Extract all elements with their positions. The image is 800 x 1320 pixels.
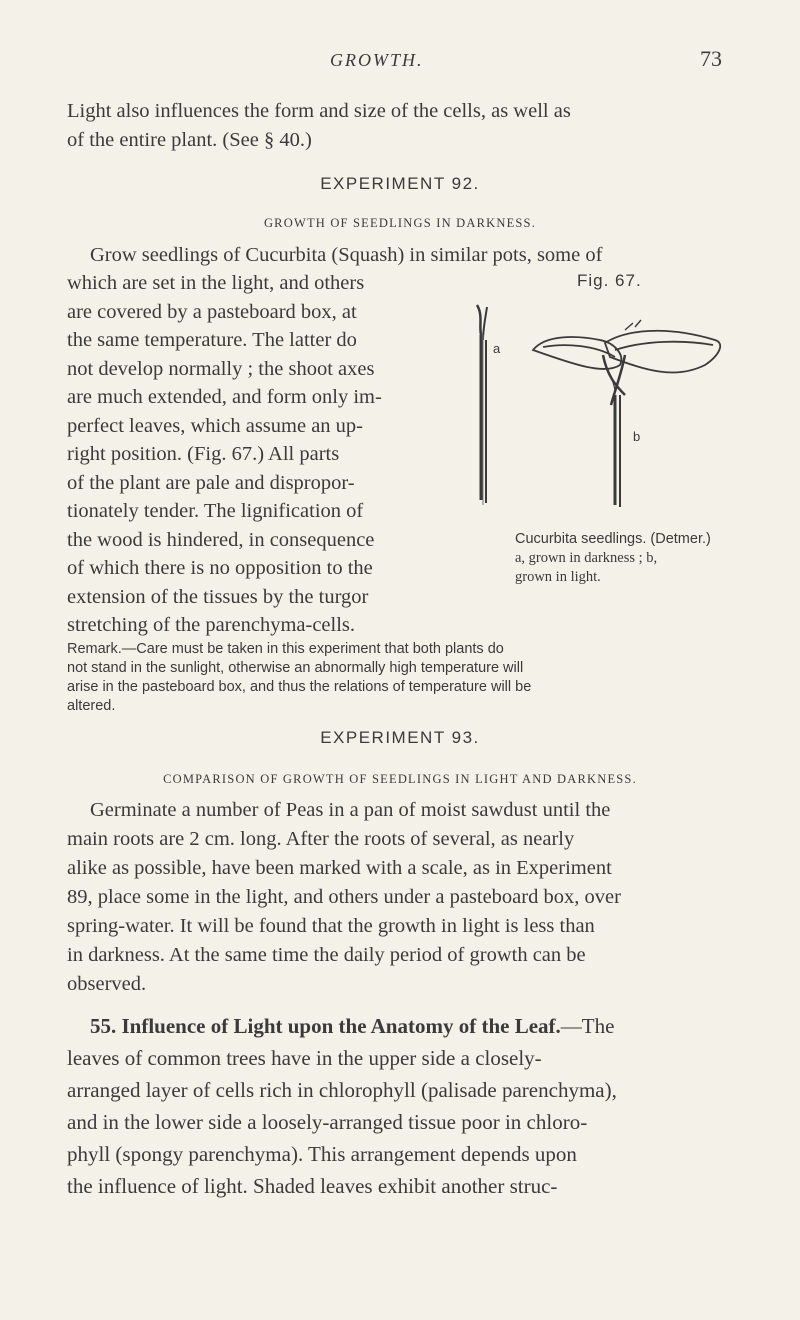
intro-paragraph [67, 97, 747, 154]
text-line: the same temperature. The latter do [67, 329, 357, 351]
figure-67-illustration [475, 295, 765, 520]
text-line: leaves of common trees have in the upper side a closely- [67, 1046, 542, 1070]
running-title: GROWTH. [330, 50, 424, 70]
figure-marker-a: a [493, 341, 501, 356]
figure-67-label: Fig. 67. [577, 271, 642, 290]
figure-marker-b: b [633, 429, 641, 444]
text-line: phyll (spongy parenchyma). This arrangement depends upon [67, 1142, 577, 1166]
section-55-first-line [90, 1010, 760, 1042]
text-line: right position. (Fig. 67.) All parts [67, 443, 340, 465]
page-number: 73 [700, 46, 722, 71]
intro-line: of the entire plant. (See § 40.) [67, 128, 312, 151]
text-line: which are set in the light, and others [67, 272, 365, 294]
text-line: arranged layer of cells rich in chlorophyll (palisade parenchyma), [67, 1078, 617, 1102]
text-line: —The [560, 1014, 615, 1038]
text-line: perfect leaves, which assume an up- [67, 414, 363, 437]
section-heading: Influence of Light upon the Anatomy of the Leaf. [121, 1014, 561, 1038]
experiment-92-subtitle: GROWTH OF SEEDLINGS IN DARKNESS. [263, 216, 537, 230]
text-line: tionately tender. The lignification of [67, 500, 364, 522]
remark-line: not stand in the sunlight, otherwise an abnormally high temperature will [67, 660, 524, 676]
intro-line: Light also influences the form and size of the cells, as well as [67, 100, 571, 122]
experiment-92-title: EXPERIMENT 92. [320, 174, 480, 193]
text-line: not develop normally ; the shoot axes [67, 357, 375, 380]
text-line: and in the lower side a loosely-arranged tissue poor in chloro- [67, 1110, 588, 1134]
text-line: the wood is hindered, in consequence [67, 528, 375, 551]
section-55-body [67, 1042, 757, 1202]
text-line: main roots are 2 cm. long. After the roots of several, as nearly [67, 828, 575, 850]
text-line: stretching of the parenchyma-cells. [67, 614, 356, 636]
seedling-a-illustration [477, 305, 487, 505]
remark-line: arise in the pasteboard box, and thus the relations of temperature will be [67, 679, 532, 695]
experiment-93-title: EXPERIMENT 93. [320, 728, 480, 747]
seedling-b-illustration [533, 320, 720, 507]
text-line: of which there is no opposition to the [67, 557, 373, 579]
experiment-93-body [67, 796, 760, 999]
remark-paragraph [67, 640, 747, 716]
figure-67-caption [515, 530, 785, 587]
text-line: 89, place some in the light, and others under a pasteboard box, over [67, 886, 621, 908]
experiment-92-body [67, 269, 467, 640]
text-line: are covered by a pasteboard box, at [67, 300, 357, 323]
experiment-93-subtitle: COMPARISON OF GROWTH OF SEEDLINGS IN LIGHT AND DARKNESS. [163, 772, 637, 786]
text-line: extension of the tissues by the turgor [67, 585, 369, 608]
remark-line: altered. [67, 698, 116, 714]
caption-line: grown in light. [515, 569, 601, 585]
caption-line: a, grown in darkness ; b, [515, 550, 658, 566]
text-line: in darkness. At the same time the daily period of growth can be [67, 944, 586, 966]
caption-line: Cucurbita seedlings. (Detmer.) [515, 531, 711, 547]
text-line: observed. [67, 973, 147, 995]
text-line: of the plant are pale and dispropor- [67, 471, 355, 494]
remark-line: Remark.—Care must be taken in this experiment that both plants do [67, 641, 504, 657]
text-line: the influence of light. Shaded leaves exhibit another struc- [67, 1174, 558, 1198]
text-line: alike as possible, have been marked with a scale, as in Experiment [67, 857, 612, 879]
text-line: are much extended, and form only im- [67, 386, 382, 408]
section-number: 55. [90, 1014, 117, 1038]
text-line: Germinate a number of Peas in a pan of moist sawdust until the [90, 799, 611, 821]
text-line: spring-water. It will be found that the growth in light is less than [67, 915, 595, 937]
experiment-92-first-line: Grow seedlings of Cucurbita (Squash) in similar pots, some of [90, 244, 603, 266]
